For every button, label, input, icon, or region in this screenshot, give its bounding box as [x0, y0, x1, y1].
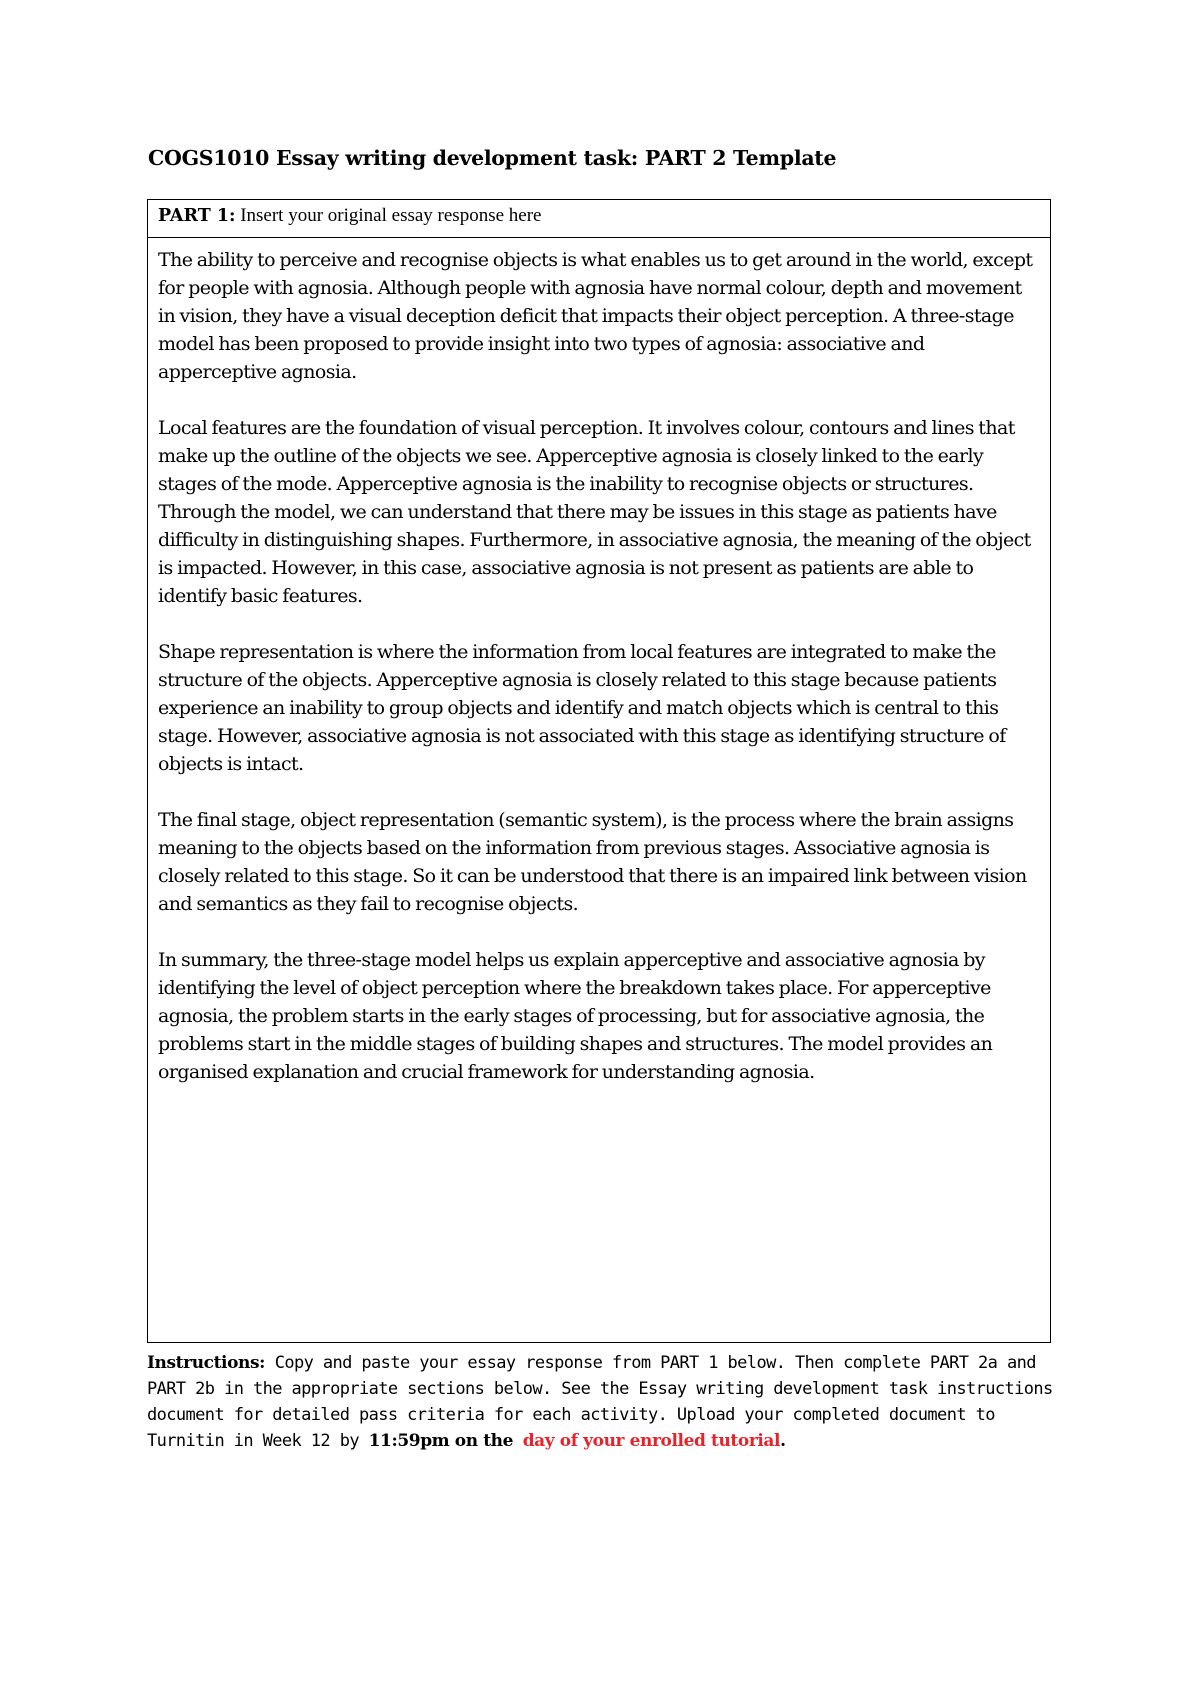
essay-paragraph: Shape representation is where the information from local features are integrated to make the structure of the objects. Apperceptive agnosia is closely related to this stage because patients experience an inability to group objects and identify and match objects which is central to this stage. However, associative agnosia is not associated with this stage as identifying structure of objects is intact. — [158, 641, 1006, 775]
deadline-end: . — [780, 1431, 786, 1451]
page-title: COGS1010 Essay writing development task: PART 2 Template — [148, 146, 837, 170]
essay-paragraph: The ability to perceive and recognise objects is what enables us to get around in the world, except for people with agnosia. Although people with agnosia have normal colour, depth and movement in vision, they have a visual deception deficit that impacts their object perception. A three-stage model has been proposed to provide insight into two types of agnosia: associative and apperceptive agnosia. — [158, 249, 1033, 383]
essay-paragraph: In summary, the three-stage model helps us explain apperceptive and associative agnosia by identifying the level of object perception where the breakdown takes place. For apperceptive agnosia, the problem starts in the early stages of processing, but for associative agnosia, the problems start in the middle stages of building shapes and structures. The model provides an organised explanation and crucial framework for understanding agnosia. — [158, 949, 993, 1083]
instructions-label: Instructions: — [147, 1353, 266, 1373]
essay-paragraph: The final stage, object representation (semantic system), is the process where the brain assigns meaning to the objects based on the information from previous stages. Associative agnosia is closely related to this stage. So it can be understood that there is an impaired link between vision and semantics as they fail to recognise objects. — [158, 809, 1027, 915]
essay-response-field[interactable] — [148, 238, 1050, 1086]
deadline-time: 11:59pm on the — [368, 1431, 514, 1451]
part1-prompt: Insert your original essay response here — [240, 205, 542, 226]
deadline-day: day of your enrolled tutorial — [522, 1431, 781, 1451]
instructions — [147, 1350, 1062, 1454]
essay-table — [147, 199, 1051, 1343]
part1-header — [148, 200, 1050, 238]
essay-paragraph: Local features are the foundation of visual perception. It involves colour, contours and lines that make up the outline of the objects we see. Apperceptive agnosia is closely linked to the early stages of the mode. Apperceptive agnosia is the inability to recognise objects or structures. Through the model, we can understand that there may be issues in this stage as patients have difficulty in distinguishing shapes. Furthermore, in associative agnosia, the meaning of the object is impacted. However, in this case, associative agnosia is not present as patients are able to identify basic features. — [158, 417, 1031, 607]
part1-label: PART 1: — [158, 206, 236, 226]
instructions-text: Copy and paste your essay response from PART 1 below. Then complete PART 2a and PART 2b in the appropriate sections below. See the Essay writing development task instructions document for detailed pass criteria for each activity. Upload your completed document to Turnitin in Week 12 by — [147, 1353, 1053, 1451]
